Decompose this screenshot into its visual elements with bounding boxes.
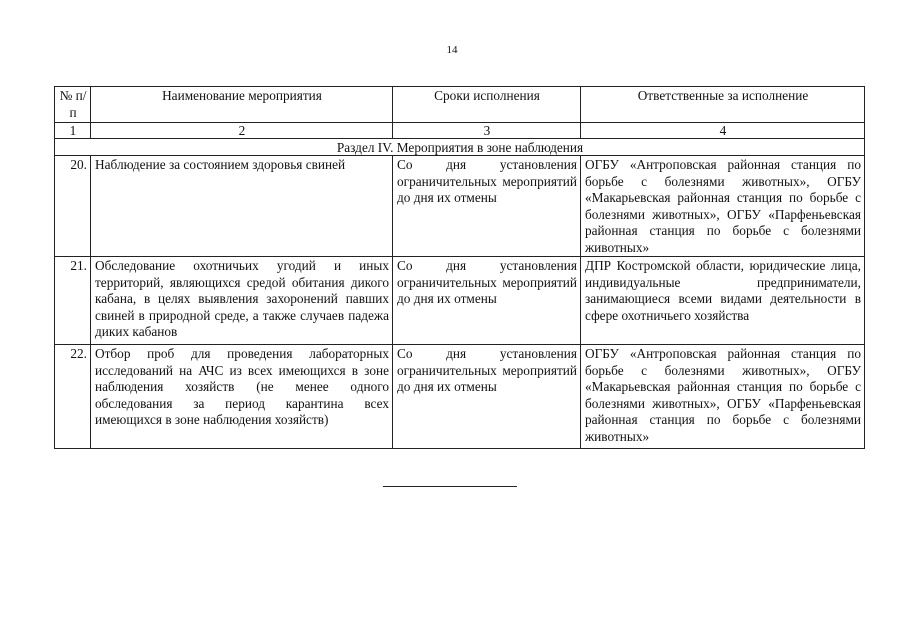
row-number: 21.: [55, 257, 91, 345]
row-number: 22.: [55, 345, 91, 449]
header-deadline: Сроки исполнения: [393, 87, 581, 123]
section-title: Раздел IV. Мероприятия в зоне наблюдения: [55, 139, 865, 156]
header-num: № п/п: [55, 87, 91, 123]
column-number: 3: [393, 123, 581, 139]
row-responsible: ОГБУ «Антроповская районная станция по борьбе с болезнями животных», ОГБУ «Макарьевская районная станция по борьбе с болезнями животных», ОГБУ «Парфеньевская районная станция по борьбе с болезнями животных»: [581, 345, 865, 449]
table-row: [55, 345, 865, 449]
row-deadline: Со дня установления ограничительных мероприятий до дня их отмены: [393, 156, 581, 257]
column-number-row: [55, 123, 865, 139]
column-number: 4: [581, 123, 865, 139]
column-number: 2: [91, 123, 393, 139]
row-name: Наблюдение за состоянием здоровья свиней: [91, 156, 393, 257]
header-row: [55, 87, 865, 123]
measures-table: [54, 86, 865, 449]
page-number: 14: [446, 44, 458, 56]
row-deadline: Со дня установления ограничительных мероприятий до дня их отмены: [393, 345, 581, 449]
row-responsible: ОГБУ «Антроповская районная станция по борьбе с болезнями животных», ОГБУ «Макарьевская районная станция по борьбе с болезнями животных», ОГБУ «Парфеньевская районная станция по борьбе с болезнями животных»: [581, 156, 865, 257]
row-responsible: ДПР Костромской области, юридические лица, индивидуальные предприниматели, занимающиеся всеми видами деятельности в сфере охотничьего хозяйства: [581, 257, 865, 345]
row-number: 20.: [55, 156, 91, 257]
row-name: Отбор проб для проведения лабораторных исследований на АЧС из всех имеющихся в зоне наблюдения хозяйств (не менее одного обследования за период карантина всех имеющихся в зоне наблюдения хозяйств): [91, 345, 393, 449]
end-separator-line: [383, 486, 517, 487]
table-row: [55, 156, 865, 257]
row-deadline: Со дня установления ограничительных мероприятий до дня их отмены: [393, 257, 581, 345]
header-name: Наименование мероприятия: [91, 87, 393, 123]
table-row: [55, 257, 865, 345]
row-name: Обследование охотничьих угодий и иных территорий, являющихся средой обитания дикого кабана, в целях выявления захоронений павших свиней в природной среде, а также случаев падежа диких кабанов: [91, 257, 393, 345]
column-number: 1: [55, 123, 91, 139]
header-responsible: Ответственные за исполнение: [581, 87, 865, 123]
section-row: [55, 139, 865, 156]
